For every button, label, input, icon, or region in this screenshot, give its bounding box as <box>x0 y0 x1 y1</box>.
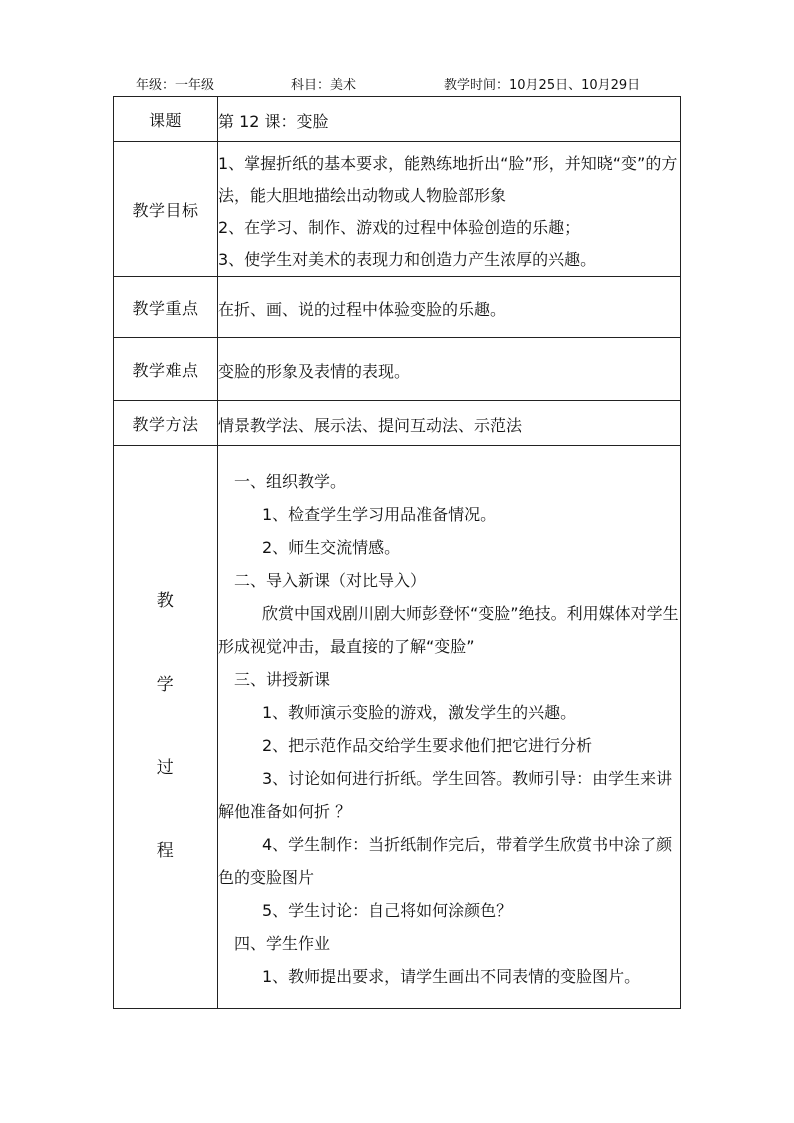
key-points-row <box>114 277 681 338</box>
methods-row <box>114 401 681 446</box>
methods-label: 教学方法 <box>114 401 218 446</box>
key-points-cell <box>218 277 681 338</box>
process-label-cell <box>114 446 218 1009</box>
goal-item: 1、掌握折纸的基本要求，能熟练地折出“脸”形，并知晓“变”的方法，能大胆地描绘出动物或人物脸部形象 <box>218 154 678 205</box>
topic-label: 课题 <box>114 97 218 142</box>
page-header <box>0 74 794 94</box>
goal-item: 3、使学生对美术的表现力和创造力产生浓厚的兴趣。 <box>218 250 597 269</box>
process-label-char: 程 <box>156 841 175 861</box>
grade-label: 年级：一年级 <box>136 78 215 93</box>
methods-value: 情景教学法、展示法、提问互动法、示范法 <box>218 416 523 435</box>
process-row <box>114 446 681 1009</box>
process-label-char: 学 <box>156 675 175 695</box>
subject-label: 科目：美术 <box>291 78 357 93</box>
process-section-heading: 二、导入新课（对比导入） <box>234 571 427 590</box>
process-label-char: 过 <box>156 758 175 778</box>
goals-cell <box>218 142 681 277</box>
topic-row <box>114 97 681 142</box>
process-section-heading: 一、组织教学。 <box>234 472 347 491</box>
process-step: 5、学生讨论：自己将如何涂颜色？ <box>262 901 513 920</box>
process-step: 2、把示范作品交给学生要求他们把它进行分析 <box>262 736 593 755</box>
topic-value: 第 12 课：变脸 <box>218 111 329 131</box>
process-label-char: 教 <box>156 591 175 611</box>
process-step: 1、教师演示变脸的游戏，激发学生的兴趣。 <box>262 703 577 722</box>
lesson-plan-table <box>113 96 681 1009</box>
process-paragraph: 欣赏中国戏剧川剧大师彭登怀“变脸”绝技。利用媒体对学生形成视觉冲击，最直接的了解“变脸” <box>218 604 679 656</box>
process-step: 1、检查学生学习用品准备情况。 <box>262 505 497 524</box>
process-paragraph: 3、讨论如何进行折纸。学生回答。教师引导：由学生来讲解他准备如何折 ？ <box>218 769 673 821</box>
key-points-label: 教学重点 <box>114 277 218 338</box>
process-cell <box>218 446 681 1009</box>
goals-label: 教学目标 <box>114 142 218 277</box>
difficulties-cell <box>218 338 681 401</box>
difficulties-label: 教学难点 <box>114 338 218 401</box>
process-section-heading: 四、学生作业 <box>234 934 331 953</box>
teaching-time-label: 教学时间：10月25日、10月29日 <box>444 78 641 93</box>
goals-row <box>114 142 681 277</box>
key-points-value: 在折、画、说的过程中体验变脸的乐趣。 <box>218 300 507 319</box>
methods-cell <box>218 401 681 446</box>
difficulties-row <box>114 338 681 401</box>
goal-item: 2、在学习、制作、游戏的过程中体验创造的乐趣； <box>218 218 581 237</box>
difficulties-value: 变脸的形象及表情的表现。 <box>218 362 411 381</box>
process-section-heading: 三、讲授新课 <box>234 670 331 689</box>
process-paragraph: 1、教师提出要求，请学生画出不同表情的变脸图片。 <box>262 967 641 986</box>
topic-cell <box>218 97 681 142</box>
process-paragraph: 4、学生制作：当折纸制作完后，带着学生欣赏书中涂了颜色的变脸图片 <box>218 835 673 887</box>
process-step: 2、师生交流情感。 <box>262 538 401 557</box>
